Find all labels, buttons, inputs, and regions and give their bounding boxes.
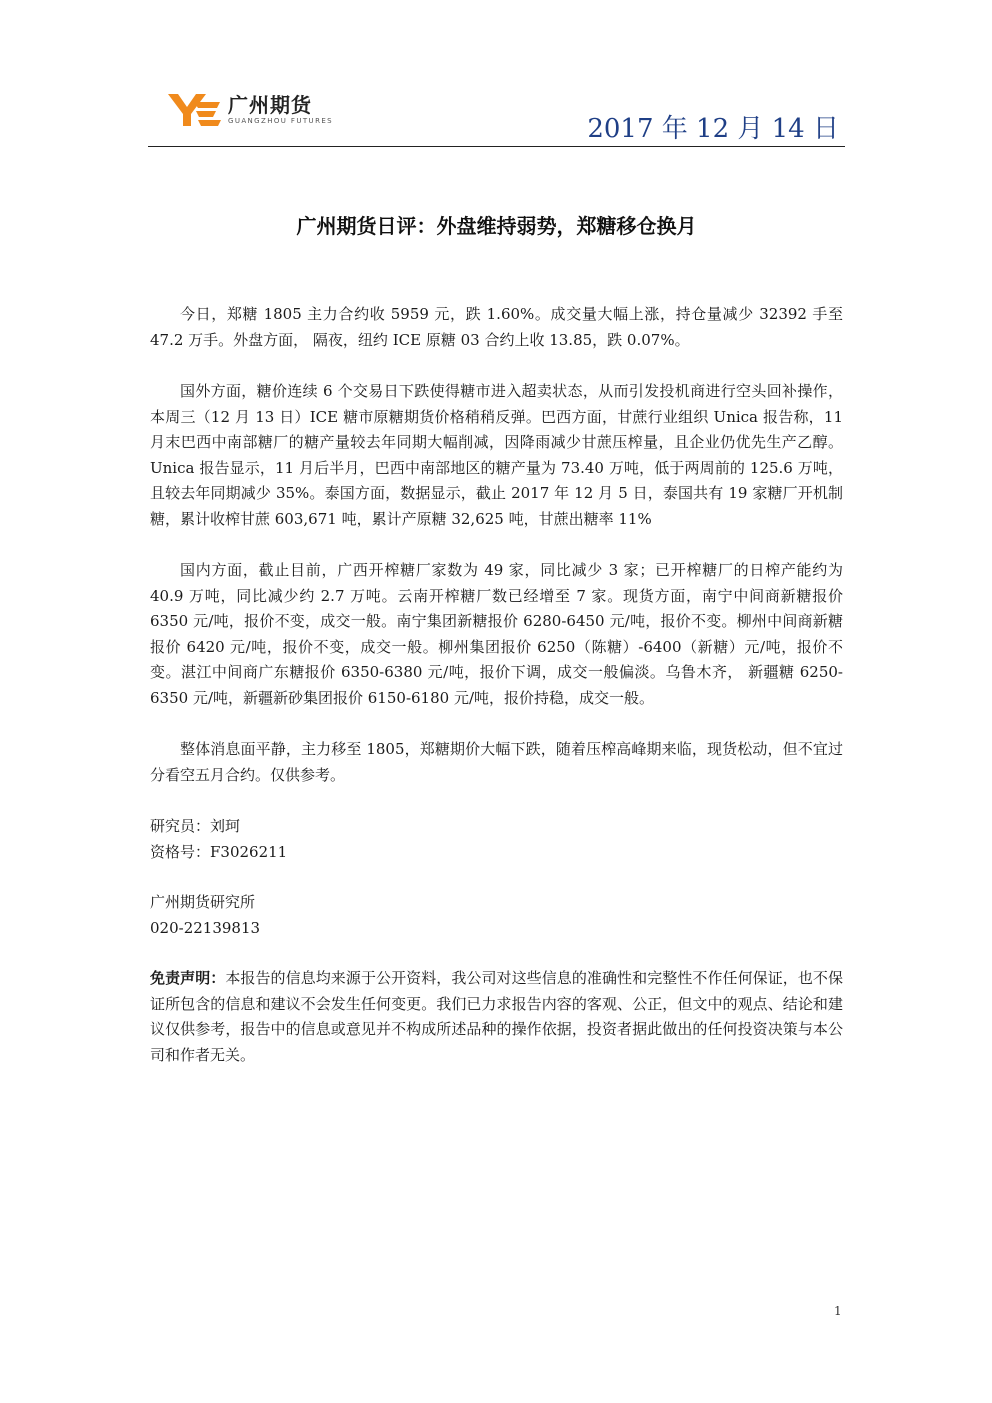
company-logo (168, 90, 333, 130)
paragraph-international: 国外方面，糖价连续 6 个交易日下跌使得糖市进入超卖状态，从而引发投机商进行空头回补操作，本周三（12 月 13 日）ICE 糖市原糖期货价格稍稍反弹。巴西方面，甘蔗行业组织 Unica 报告称，11 月末巴西中南部糖厂的糖产量较去年同期大幅削减，因降雨减少甘蔗压榨量，且企业仍优先生产乙醇。Unica 报告显示，11 月后半月，巴西中南部地区的糖产量为 73.40 万吨，低于两周前的 125.6 万吨，且较去年同期减少 35%。泰国方面，数据显示，截止 2017 年 12 月 5 日，泰国共有 19 家糖厂开机制糖，累计收榨甘蔗 603,671 吨，累计产原糖 32,625 吨，甘蔗出糖率 11% (150, 382, 843, 528)
report-body (150, 302, 843, 1068)
institute-info (150, 890, 843, 941)
logo-chinese-name: 广州期货 (228, 93, 312, 117)
report-date: 2017 年 12 月 14 日 (587, 114, 839, 144)
guangzhou-futures-logo-icon (168, 92, 222, 128)
researcher-name: 研究员：刘珂 (150, 817, 241, 835)
institute-phone: 020-22139813 (150, 918, 261, 937)
page-number: 1 (834, 1304, 842, 1318)
license-number: 资格号：F3026211 (150, 842, 288, 861)
analyst-info (150, 814, 843, 865)
report-title: 广州期货日评：外盘维持弱势，郑糖移仓换月 (296, 214, 697, 238)
disclaimer-label: 免责声明： (150, 969, 226, 987)
disclaimer (150, 966, 843, 1068)
logo-english-name: GUANGZHOU FUTURES (228, 117, 333, 125)
disclaimer-text: 本报告的信息均来源于公开资料，我公司对这些信息的准确性和完整性不作任何保证，也不保证所包含的信息和建议不会发生任何变更。我们已力求报告内容的客观、公正，但文中的观点、结论和建议仅供参考，报告中的信息或意见并不构成所述品种的操作依据，投资者据此做出的任何投资决策与本公司和作者无关。 (150, 969, 843, 1064)
paragraph-domestic: 国内方面，截止目前，广西开榨糖厂家数为 49 家，同比减少 3 家；已开榨糖厂的日榨产能约为 40.9 万吨，同比减少约 2.7 万吨。云南开榨糖厂数已经增至 7 家。现货方面，南宁中间商新糖报价 6350 元/吨，报价不变，成交一般。南宁集团新糖报价 6280-6450 元/吨，报价不变。柳州中间商新糖报价 6420 元/吨，报价不变，成交一般。柳州集团报价 6250（陈糖）-6400（新糖）元/吨，报价不变。湛江中间商广东糖报价 6350-6380 元/吨，报价下调，成交一般偏淡。乌鲁木齐， 新疆糖 6250-6350 元/吨，新疆新砂集团报价 6150-6180 元/吨，报价持稳，成交一般。 (150, 561, 843, 707)
page-header (148, 84, 845, 147)
institute-name: 广州期货研究所 (150, 893, 256, 911)
paragraph-conclusion: 整体消息面平静，主力移至 1805，郑糖期价大幅下跌，随着压榨高峰期来临，现货松动，但不宜过分看空五月合约。仅供参考。 (150, 740, 843, 784)
paragraph-market-summary: 今日，郑糖 1805 主力合约收 5959 元，跌 1.60%。成交量大幅上涨，持仓量减少 32392 手至 47.2 万手。外盘方面， 隔夜，纽约 ICE 原糖 03 合约上收 13.85，跌 0.07%。 (150, 305, 843, 349)
